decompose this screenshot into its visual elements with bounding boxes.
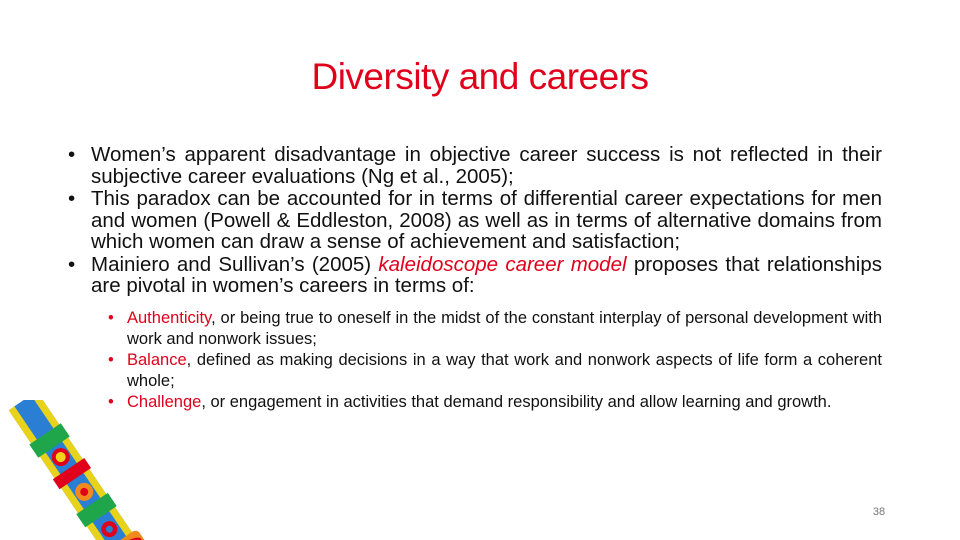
balance-text: , defined as making decisions in a way that work and nonwork aspects of life form a coherent whole; — [127, 350, 882, 390]
page-number: 38 — [872, 506, 886, 518]
bullet-2-text: This paradox can be accounted for in terms of differential career expectations for men and women (Powell & Eddleston, 2008) as well as in terms of alternative domains from which women can draw a sense of achievement and satisfaction; — [91, 187, 882, 253]
sub-bullet-dot: • — [108, 350, 114, 369]
slide-body — [68, 144, 882, 413]
sub-bullet-balance — [108, 350, 882, 392]
bullet-1 — [68, 144, 882, 187]
kaleidoscope-icon — [0, 400, 170, 540]
bullet-3-text-before: Mainiero and Sullivan’s (2005) — [91, 252, 379, 276]
balance-term: Balance — [127, 350, 187, 369]
bullet-dot: • — [68, 143, 76, 166]
bullet-dot: • — [68, 252, 76, 276]
bullet-dot: • — [68, 187, 76, 210]
sub-bullet-dot: • — [108, 392, 114, 411]
authenticity-text: , or being true to oneself in the midst of the constant interplay of personal development with work and nonwork issues; — [127, 308, 882, 348]
kaleidoscope-model-term: kaleidoscope career model — [378, 252, 627, 276]
sub-bullet-list — [68, 308, 882, 413]
bullet-1-text: Women’s apparent disadvantage in objective career success is not reflected in their subjective career evaluations (Ng et al., 2005); — [91, 143, 882, 188]
bullet-3 — [68, 254, 882, 297]
bullet-2 — [68, 188, 882, 253]
authenticity-term: Authenticity — [127, 308, 212, 327]
sub-bullet-authenticity — [108, 308, 882, 350]
sub-bullet-challenge — [108, 392, 882, 413]
challenge-term: Challenge — [127, 392, 202, 411]
bullet-3-text-after: proposes that relationships are pivotal in women’s careers in terms of: — [91, 252, 882, 297]
challenge-text: , or engagement in activities that demand responsibility and allow learning and growth. — [201, 392, 832, 411]
sub-bullet-dot: • — [108, 308, 114, 327]
slide-title: Diversity and careers — [311, 56, 649, 97]
